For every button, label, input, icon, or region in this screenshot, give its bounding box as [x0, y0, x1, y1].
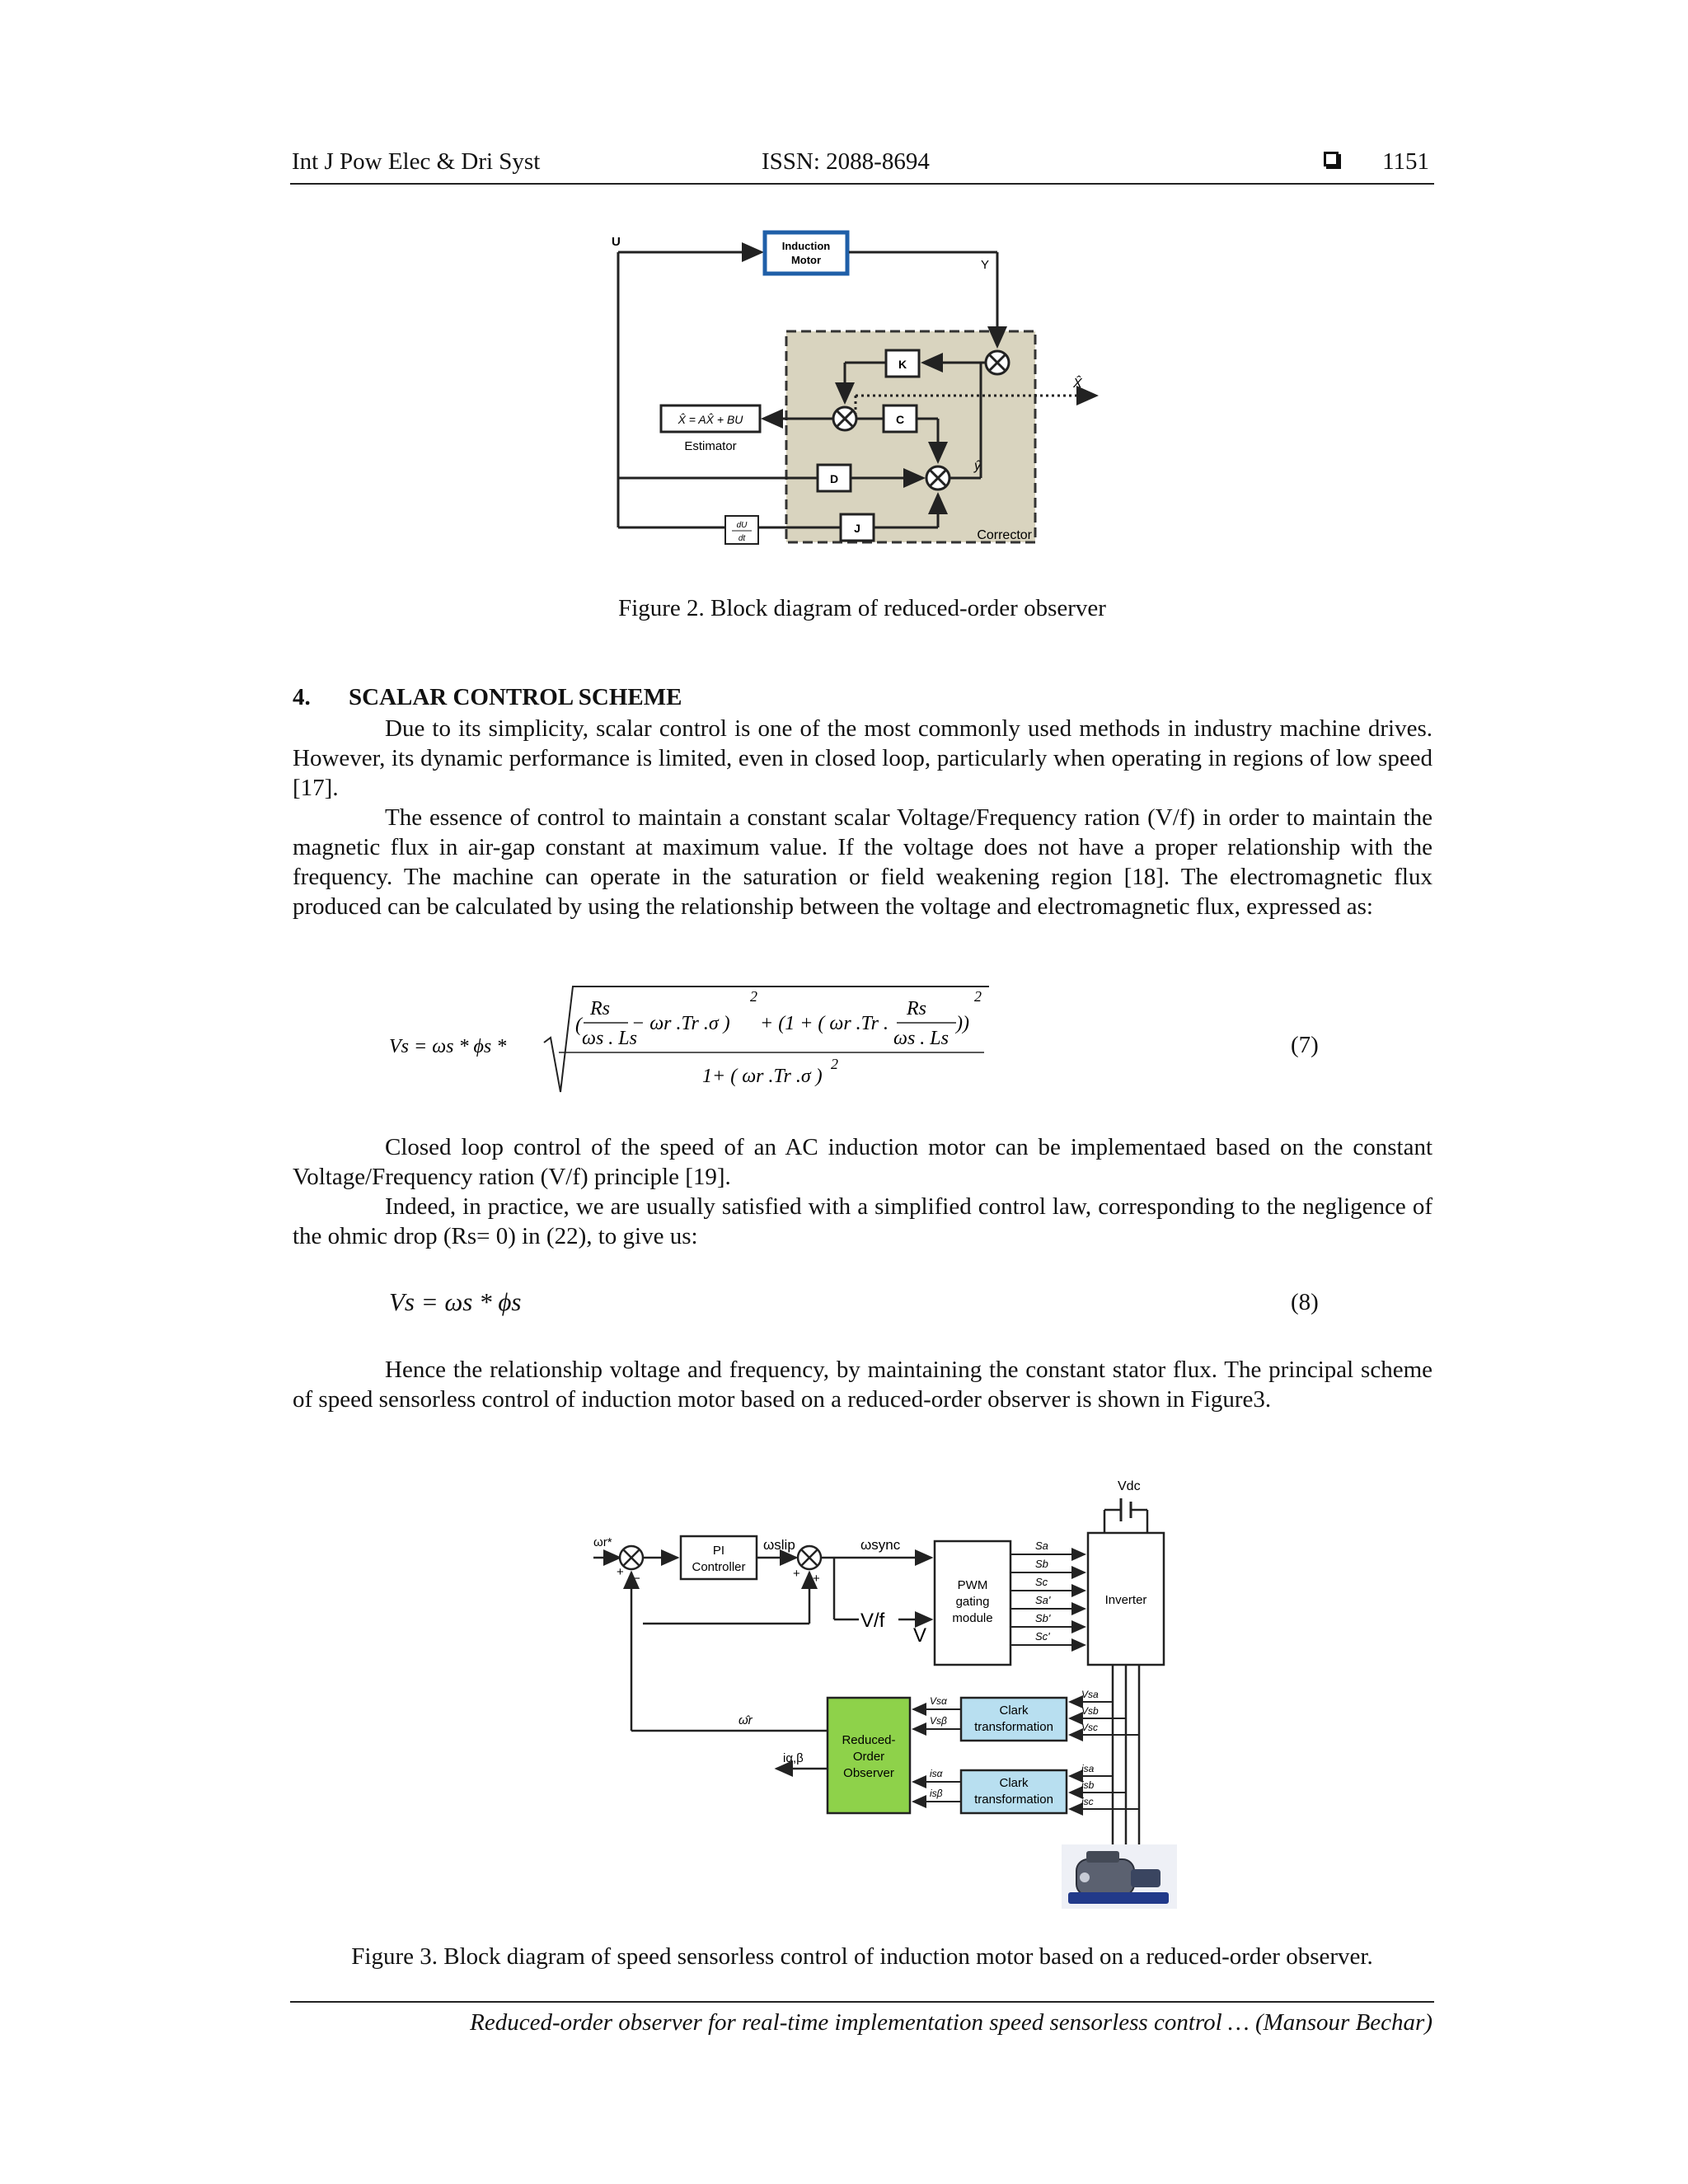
tap-isc: isc — [1081, 1796, 1094, 1807]
motor-label-line2: Motor — [790, 254, 822, 266]
footer-running-title: Reduced-order observer for real-time implementation speed sensorless control … (Mansour Bechar) — [470, 2009, 1432, 2036]
section-heading — [293, 684, 682, 711]
equation-7-number: (7) — [1291, 1032, 1319, 1058]
minus-sign-a: − — [633, 1572, 640, 1586]
input-u-label: U — [612, 235, 621, 249]
section-number: 4. — [293, 684, 311, 710]
gain-k-label: K — [898, 358, 907, 371]
square-bullet-icon — [1324, 152, 1339, 166]
observer-line3: Observer — [843, 1766, 894, 1780]
output-y-label: Y — [981, 258, 990, 272]
eq7-denominator: 1+ ( ωr .Tr .σ ) — [702, 1066, 823, 1087]
clark-voltage-line1: Clark — [999, 1704, 1029, 1718]
issn: ISSN: 2088-8694 — [762, 148, 930, 175]
voltage-taps — [1070, 1689, 1139, 1809]
eq7-rs-top-1: Rs — [590, 998, 610, 1019]
eq7-rs-top-2: Rs — [907, 998, 926, 1019]
signal-sb: Sb — [1035, 1558, 1048, 1570]
plus-sign-a: + — [617, 1565, 624, 1579]
motor-label-line1: Induction — [781, 240, 831, 252]
equation-8-number: (8) — [1291, 1289, 1319, 1315]
vf-label: V/f — [860, 1610, 885, 1632]
eq7-close-paren: )) — [956, 1013, 969, 1034]
equation-7 — [387, 977, 1014, 1100]
figure-2-diagram — [593, 223, 1121, 552]
corrector-label: Corrector — [977, 528, 1032, 542]
figure-2-caption: Figure 2. Block diagram of reduced-order observer — [618, 595, 1106, 621]
sig-is-alpha: isα — [930, 1768, 943, 1779]
figure-3-caption: Figure 3. Block diagram of speed sensorless control of induction motor based on a reduced-order observer. — [351, 1943, 1373, 1970]
eq7-term1: − ωr .Tr .σ ) — [631, 1013, 730, 1034]
signal-sc-prime: Sc' — [1035, 1630, 1050, 1643]
v-label: V — [913, 1624, 927, 1647]
switching-signals — [1010, 1540, 1085, 1645]
tap-vsb: Vsb — [1081, 1705, 1099, 1717]
sig-vs-alpha: Vsα — [930, 1695, 947, 1707]
paragraph-3: Closed loop control of the speed of an AC induction motor can be implementaed based on the constant Voltage/Frequency ration (V/f) principle [19]. — [293, 1134, 1432, 1190]
clark-current-line2: transformation — [974, 1793, 1053, 1807]
wr-hat-label: ω̂r — [738, 1713, 753, 1727]
eq7-plus-mid: + (1 + ( ωr .Tr . — [760, 1013, 889, 1034]
derivative-du-label: dU — [736, 521, 748, 530]
tap-vsa: Vsa — [1081, 1689, 1099, 1700]
pwm-label-line2: gating — [955, 1595, 990, 1609]
pwm-label-line1: PWM — [957, 1578, 988, 1592]
gain-j-label: J — [854, 522, 860, 535]
eq7-sq-3: 2 — [831, 1056, 838, 1072]
signal-sc: Sc — [1035, 1576, 1048, 1588]
observer-line1: Reduced- — [842, 1733, 896, 1747]
inverter-label: Inverter — [1104, 1593, 1147, 1607]
observer-line2: Order — [852, 1750, 885, 1764]
equation-8: Vs = ωs * ϕs — [389, 1287, 522, 1316]
eq7-ws-ls-2: ωs . Ls — [893, 1028, 949, 1049]
xhat-label: X̂ — [1073, 377, 1082, 391]
paragraph-5: Hence the relationship voltage and frequency, by maintaining the constant stator flux. The principal scheme of speed sensorless control of induction motor based on a reduced-order observer is shown in Figure3. — [293, 1357, 1432, 1413]
gain-d-label: D — [829, 472, 839, 485]
plus-sign-b: + — [793, 1567, 800, 1581]
section-title: SCALAR CONTROL SCHEME — [349, 684, 682, 710]
page-number: 1151 — [1382, 148, 1429, 175]
gain-c-label: C — [895, 413, 905, 426]
clark-current-line1: Clark — [999, 1776, 1029, 1790]
sig-is-beta: isβ — [930, 1788, 943, 1799]
induction-motor-block — [765, 232, 847, 274]
eq7-sq-1: 2 — [750, 988, 757, 1005]
paragraph-1: Due to its simplicity, scalar control is one of the most commonly used methods in industry machine drives. However, its dynamic performance is limited, even in closed loop, particularly when operating in regions of low speed [17]. — [293, 715, 1432, 801]
paragraph-2: The essence of control to maintain a constant scalar Voltage/Frequency ration (V/f) in order to maintain the magnetic flux in air-gap constant at maximum value. If the voltage does not have a proper relationship with the frequency. The machine can operate in the saturation or field weakening region [18]. The electromagnetic flux produced can be calculated by using the relationship between the voltage and electromagnetic flux, expressed as: — [293, 804, 1432, 920]
eq7-lhs: Vs = ωs * ϕs * — [389, 1036, 507, 1057]
induction-motor-photo — [1062, 1844, 1177, 1909]
alpha-beta-signals — [913, 1695, 961, 1802]
vdc-label: Vdc — [1118, 1479, 1141, 1493]
pi-label-line1: PI — [712, 1544, 725, 1558]
pi-label-line2: Controller — [692, 1560, 746, 1574]
tap-isa: isa — [1081, 1763, 1095, 1774]
derivative-dt-label: dt — [738, 534, 746, 543]
paragraph-4: Indeed, in practice, we are usually satisfied with a simplified control law, corresponding to the negligence of the ohmic drop (Rs= 0) in (22), to give us: — [293, 1193, 1432, 1249]
wr-ref-label: ωr* — [593, 1535, 612, 1549]
sig-vs-beta: Vsβ — [930, 1715, 947, 1727]
pwm-label-line3: module — [952, 1611, 993, 1625]
clark-voltage-line2: transformation — [974, 1720, 1053, 1734]
estimator-label: Estimator — [684, 439, 737, 453]
eq7-ws-ls-1: ωs . Ls — [582, 1028, 637, 1049]
plus-sign-c: + — [813, 1572, 820, 1586]
journal-name: Int J Pow Elec & Dri Syst — [292, 148, 541, 175]
figure-3-diagram — [577, 1467, 1203, 1912]
tap-vsc: Vsc — [1081, 1722, 1099, 1733]
signal-sb-prime: Sb' — [1035, 1612, 1051, 1624]
tap-isb: isb — [1081, 1779, 1095, 1791]
eq7-open-paren: ( — [575, 1015, 582, 1036]
signal-sa: Sa — [1035, 1540, 1048, 1552]
yhat-label: ŷ — [974, 459, 981, 473]
eq7-sq-2: 2 — [974, 988, 982, 1005]
estimator-equation: X̂ = AX̂ + BU — [678, 413, 743, 426]
i-alpha-beta-label: iα,β — [783, 1751, 804, 1765]
page-footer — [290, 2001, 1434, 2036]
page-header — [290, 147, 1434, 185]
wsync-label: ωsync — [860, 1537, 901, 1553]
wslip-label: ωslip — [763, 1537, 795, 1553]
signal-sa-prime: Sa' — [1035, 1594, 1051, 1606]
